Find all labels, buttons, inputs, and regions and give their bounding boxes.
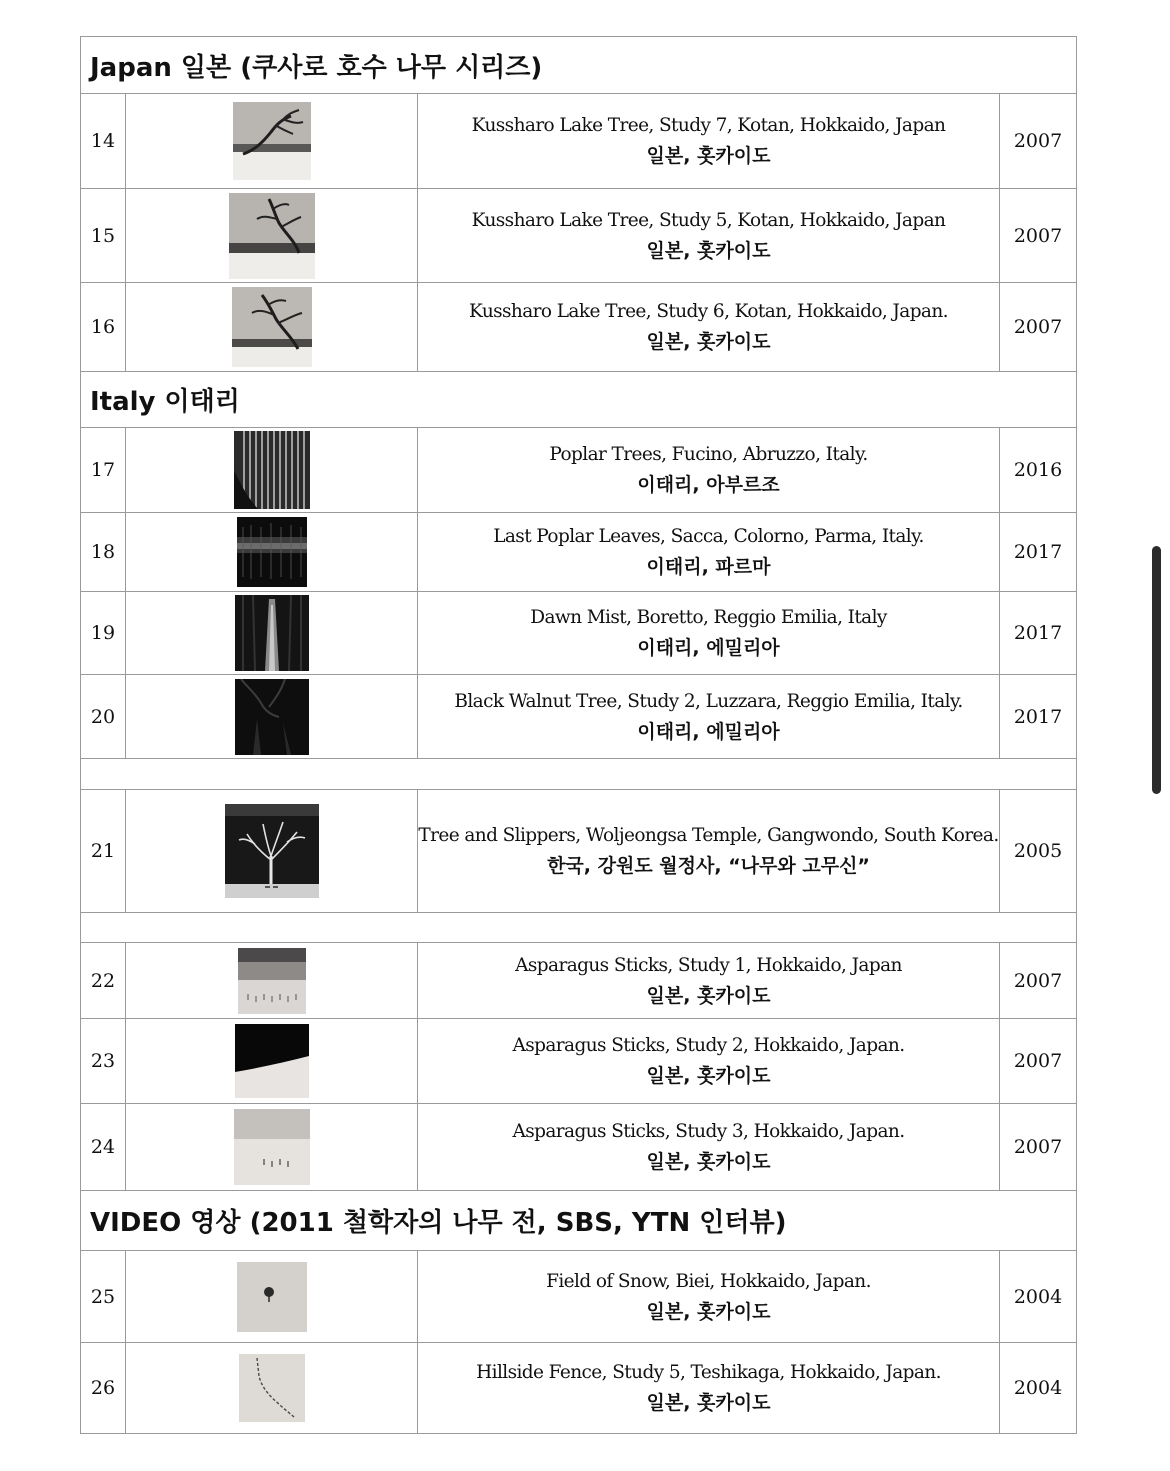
artwork-thumbnail-cell	[126, 1343, 418, 1433]
artwork-title-cell	[418, 592, 1000, 674]
artwork-location-ko: 일본, 홋카이도	[646, 1065, 771, 1087]
scrollbar[interactable]	[1152, 546, 1161, 794]
section-heading-video	[81, 1191, 1076, 1251]
artwork-thumbnail-cell	[126, 94, 418, 188]
artwork-year: 2005	[1013, 840, 1063, 862]
artwork-title-cell	[418, 1104, 1000, 1190]
artwork-year: 2007	[1013, 316, 1063, 338]
artwork-thumbnail-cell	[126, 428, 418, 512]
artwork-year: 2007	[1013, 969, 1063, 992]
artwork-location-ko: 일본, 홋카이도	[646, 1151, 771, 1173]
artwork-year: 2007	[1013, 1050, 1063, 1072]
artwork-title-en: Last Poplar Leaves, Sacca, Colorno, Parma, Italy.	[493, 526, 924, 547]
artwork-title-cell	[418, 94, 1000, 188]
artwork-location-ko: 일본, 홋카이도	[646, 239, 771, 262]
poplar-leaves-thumbnail[interactable]	[237, 517, 307, 587]
artwork-location-ko: 일본, 홋카이도	[646, 1300, 771, 1323]
tree-slippers-thumbnail[interactable]	[225, 804, 319, 898]
table-spacer-row	[81, 759, 1076, 790]
section-heading-text: Italy 이태리	[90, 387, 240, 417]
artwork-year: 2016	[1013, 459, 1063, 481]
asparagus-thumbnail[interactable]	[234, 1109, 310, 1185]
artwork-number: 23	[81, 1019, 126, 1103]
hillside-fence-thumbnail[interactable]	[239, 1354, 305, 1422]
artwork-year: 2017	[1013, 705, 1063, 728]
artwork-location-ko: 일본, 홋카이도	[646, 1392, 771, 1414]
kussharo-tree-thumbnail[interactable]	[233, 102, 311, 180]
section-heading-italy	[81, 372, 1076, 428]
artwork-title-en: Kussharo Lake Tree, Study 7, Kotan, Hokkaido, Japan	[471, 115, 946, 136]
artwork-title-cell	[418, 675, 1000, 758]
poplar-trees-thumbnail[interactable]	[234, 431, 310, 509]
artwork-thumbnail-cell	[126, 513, 418, 591]
table-row	[81, 94, 1076, 189]
artwork-thumbnail-cell	[126, 1019, 418, 1103]
artwork-title-en: Hillside Fence, Study 5, Teshikaga, Hokkaido, Japan.	[476, 1362, 941, 1383]
artwork-location-ko: 한국, 강원도 월정사, “나무와 고무신”	[547, 855, 870, 877]
field-of-snow-thumbnail[interactable]	[237, 1262, 307, 1332]
artwork-number: 22	[81, 943, 126, 1018]
artwork-year: 2007	[1013, 224, 1063, 247]
artwork-year: 2017	[1013, 541, 1063, 563]
artwork-number: 24	[81, 1104, 126, 1190]
artwork-thumbnail-cell	[126, 790, 418, 912]
artwork-number: 21	[81, 790, 126, 912]
table-row	[81, 428, 1076, 513]
asparagus-thumbnail[interactable]	[238, 948, 306, 1014]
artwork-location-ko: 일본, 홋카이도	[646, 984, 771, 1007]
artwork-thumbnail-cell	[126, 283, 418, 371]
artwork-number: 18	[81, 513, 126, 591]
artwork-number: 15	[81, 189, 126, 282]
table-row	[81, 1104, 1076, 1191]
table-row	[81, 592, 1076, 675]
artwork-title-cell	[418, 513, 1000, 591]
artwork-title-cell	[418, 189, 1000, 282]
kussharo-tree-thumbnail[interactable]	[229, 193, 315, 279]
table-row	[81, 1019, 1076, 1104]
artwork-number: 14	[81, 94, 126, 188]
artwork-location-ko: 일본, 홋카이도	[646, 145, 771, 167]
table-row	[81, 189, 1076, 283]
artwork-number: 19	[81, 592, 126, 674]
artwork-location-ko: 이태리, 에밀리아	[637, 637, 780, 659]
table-row	[81, 1343, 1076, 1433]
section-heading-japan	[81, 37, 1076, 94]
artwork-thumbnail-cell	[126, 1251, 418, 1342]
black-walnut-thumbnail[interactable]	[235, 679, 309, 755]
artwork-location-ko: 이태리, 파르마	[646, 556, 771, 578]
artwork-number: 16	[81, 283, 126, 371]
artwork-title-cell	[418, 283, 1000, 371]
table-row	[81, 790, 1076, 913]
artwork-number: 26	[81, 1343, 126, 1433]
artwork-title-en: Kussharo Lake Tree, Study 6, Kotan, Hokkaido, Japan.	[469, 301, 948, 322]
artwork-title-cell	[418, 428, 1000, 512]
artwork-number: 20	[81, 675, 126, 758]
artwork-title-en: Asparagus Sticks, Study 3, Hokkaido, Japan.	[512, 1121, 905, 1142]
kussharo-tree-thumbnail[interactable]	[232, 287, 312, 367]
artwork-thumbnail-cell	[126, 1104, 418, 1190]
table-row	[81, 1251, 1076, 1343]
artwork-title-cell	[418, 1343, 1000, 1433]
artwork-year: 2004	[1013, 1377, 1063, 1399]
artwork-title-en: Poplar Trees, Fucino, Abruzzo, Italy.	[549, 444, 868, 465]
artwork-year: 2017	[1013, 622, 1063, 644]
dawn-mist-thumbnail[interactable]	[235, 595, 309, 671]
table-row	[81, 675, 1076, 759]
artwork-title-en: Dawn Mist, Boretto, Reggio Emilia, Italy	[530, 607, 887, 628]
artwork-thumbnail-cell	[126, 592, 418, 674]
artwork-title-en: Field of Snow, Biei, Hokkaido, Japan.	[546, 1270, 871, 1292]
artwork-title-en: Tree and Slippers, Woljeongsa Temple, Gangwondo, South Korea.	[418, 825, 999, 846]
artwork-number: 17	[81, 428, 126, 512]
asparagus-thumbnail[interactable]	[235, 1024, 309, 1098]
section-heading-text: VIDEO 영상 (2011 철학자의 나무 전, SBS, YTN 인터뷰)	[90, 1208, 787, 1238]
artwork-year: 2007	[1013, 1136, 1063, 1158]
artwork-title-cell	[418, 943, 1000, 1018]
artwork-year: 2007	[1013, 130, 1063, 152]
artwork-location-ko: 이태리, 에밀리아	[637, 720, 780, 743]
artwork-title-cell	[418, 790, 1000, 912]
table-row	[81, 283, 1076, 372]
artwork-thumbnail-cell	[126, 943, 418, 1018]
artwork-location-ko: 이태리, 아부르조	[637, 474, 780, 496]
artwork-title-cell	[418, 1019, 1000, 1103]
artwork-thumbnail-cell	[126, 675, 418, 758]
table-spacer-row	[81, 913, 1076, 943]
artwork-number: 25	[81, 1251, 126, 1342]
artwork-title-en: Kussharo Lake Tree, Study 5, Kotan, Hokkaido, Japan	[471, 209, 946, 231]
section-heading-text: Japan 일본 (쿠사로 호수 나무 시리즈)	[90, 52, 543, 83]
artwork-title-en: Black Walnut Tree, Study 2, Luzzara, Reggio Emilia, Italy.	[454, 690, 963, 712]
artwork-title-cell	[418, 1251, 1000, 1342]
table-row	[81, 943, 1076, 1019]
artwork-thumbnail-cell	[126, 189, 418, 282]
artwork-location-ko: 일본, 홋카이도	[646, 331, 771, 353]
artwork-year: 2004	[1013, 1285, 1063, 1308]
artwork-title-en: Asparagus Sticks, Study 2, Hokkaido, Japan.	[512, 1035, 905, 1056]
artwork-list-table	[80, 36, 1077, 1434]
table-row	[81, 513, 1076, 592]
artwork-title-en: Asparagus Sticks, Study 1, Hokkaido, Japan	[515, 954, 902, 976]
